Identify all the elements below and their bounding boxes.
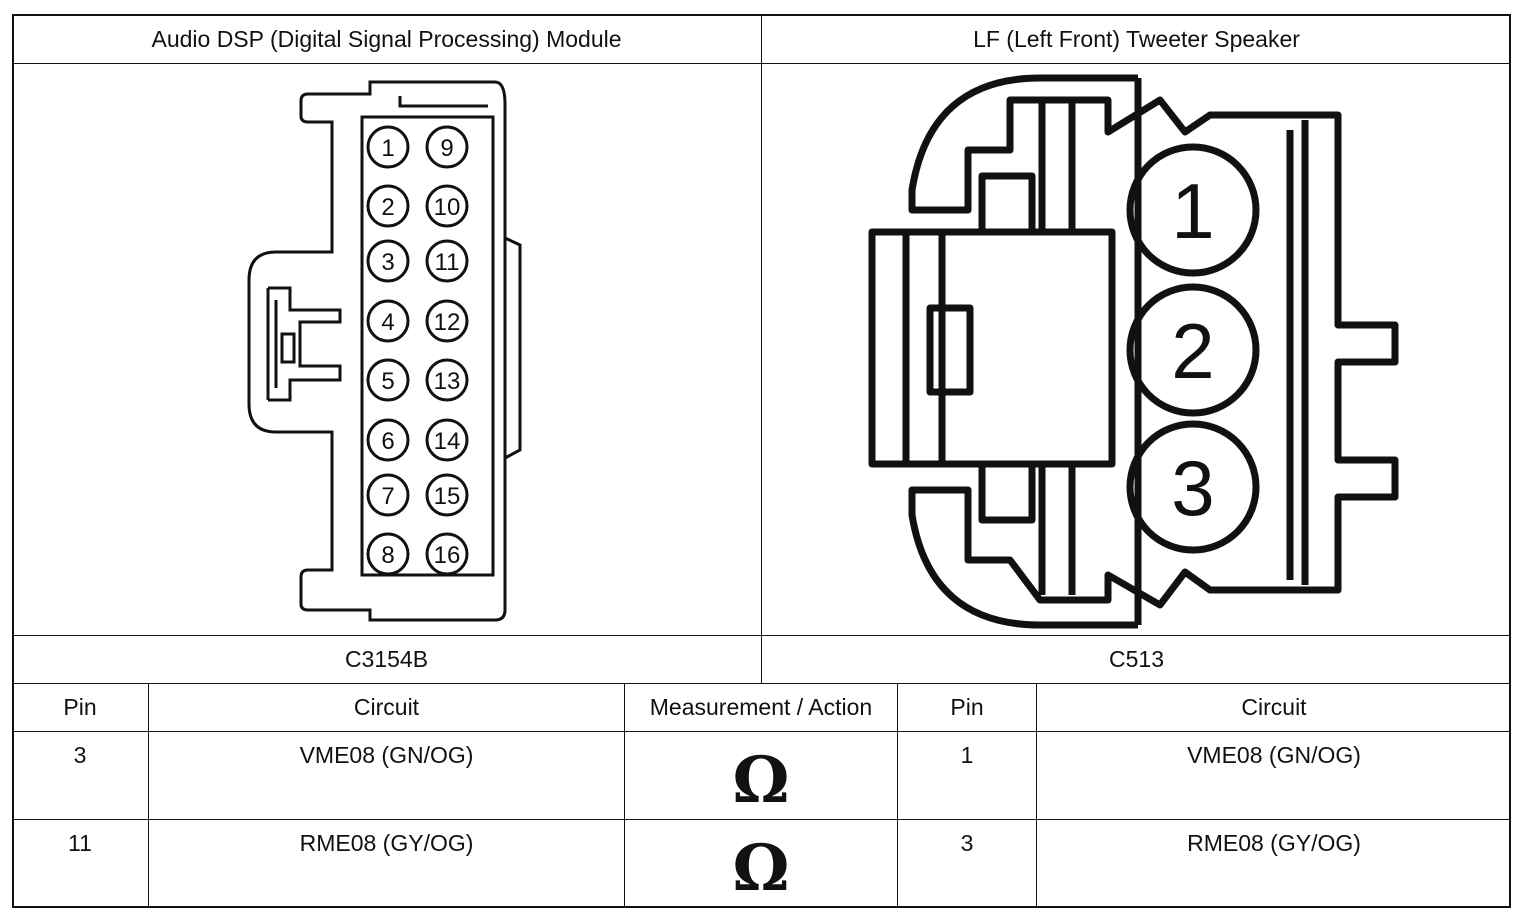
- row2-circuit-b: RME08 (GY/OG): [1187, 830, 1361, 856]
- header-pin-a: Pin: [63, 694, 97, 720]
- pin-label: 15: [433, 483, 461, 510]
- right-connector-code: C513: [1109, 646, 1164, 672]
- tweeter-pin-label: 1: [1171, 167, 1215, 255]
- header-pin-b: Pin: [950, 694, 984, 720]
- header-circuit-b: Circuit: [1241, 694, 1307, 720]
- right-connector-title: LF (Left Front) Tweeter Speaker: [973, 26, 1300, 52]
- row2-pin-b: 3: [960, 830, 974, 856]
- pin-label: 12: [433, 309, 461, 336]
- pin-label: 16: [433, 542, 461, 569]
- row2-circuit-a: RME08 (GY/OG): [299, 830, 474, 856]
- pin-label: 9: [440, 135, 454, 162]
- pin-label: 7: [381, 483, 395, 510]
- pin-label: 5: [381, 368, 395, 395]
- pin-label: 8: [381, 542, 395, 569]
- left-connector-code: C3154B: [344, 646, 429, 672]
- pin-label: 1: [381, 135, 395, 162]
- header-circuit-a: Circuit: [353, 694, 420, 720]
- header-measurement-action: Measurement / Action: [649, 694, 873, 720]
- pin-label: 11: [434, 249, 460, 276]
- pin-label: 2: [381, 194, 395, 221]
- tweeter-pin-label: 3: [1171, 444, 1215, 532]
- row1-circuit-b: VME08 (GN/OG): [1187, 742, 1361, 768]
- row2-pin-a: 11: [68, 830, 92, 856]
- pin-label: 4: [381, 309, 395, 336]
- row1-pin-b: 1: [960, 742, 974, 768]
- pin-label: 14: [433, 428, 461, 455]
- row1-ohm-icon: Ω: [732, 743, 790, 818]
- row1-pin-a: 3: [73, 742, 87, 768]
- pin-label: 13: [433, 368, 461, 395]
- pin-label: 3: [381, 249, 395, 276]
- row1-circuit-a: VME08 (GN/OG): [299, 742, 474, 768]
- tweeter-pin-label: 2: [1171, 307, 1215, 395]
- pin-label: 6: [381, 428, 395, 455]
- pin-label: 10: [433, 194, 461, 221]
- left-connector-title: Audio DSP (Digital Signal Processing) Module: [151, 26, 622, 52]
- row2-ohm-icon: Ω: [732, 831, 790, 906]
